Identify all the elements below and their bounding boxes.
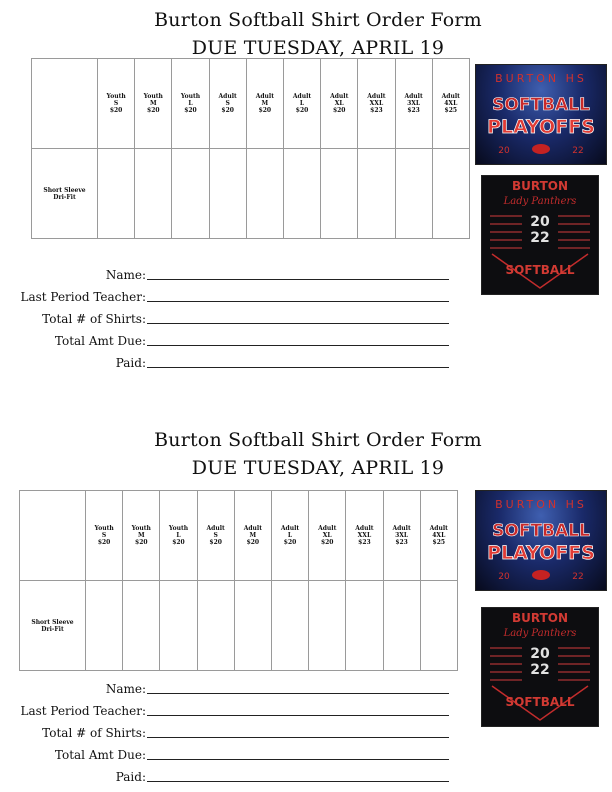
field-label: Total # of Shirts:	[42, 726, 146, 740]
quantity-cell[interactable]	[86, 581, 123, 671]
quantity-cell[interactable]	[234, 581, 271, 671]
size-header: Adult XL $20	[321, 59, 358, 149]
quantity-cell[interactable]	[432, 149, 469, 239]
form-title: Burton Softball Shirt Order Form	[154, 429, 482, 451]
size-header: Adult M $20	[246, 59, 283, 149]
year-right: 22	[572, 146, 584, 156]
roster-shirt-image	[481, 607, 599, 727]
quantity-cell[interactable]	[209, 149, 246, 239]
field-label: Total # of Shirts:	[42, 312, 146, 326]
quantity-cell[interactable]	[160, 581, 197, 671]
size-header: Adult L $20	[283, 59, 320, 149]
corner-cell	[32, 59, 98, 149]
playoffs-text: PLAYOFFS	[487, 116, 595, 138]
size-header: Adult XL $20	[309, 491, 346, 581]
quantity-cell[interactable]	[271, 581, 308, 671]
field-row	[0, 744, 460, 762]
size-header: Youth M $20	[135, 59, 172, 149]
size-header: Adult L $20	[271, 491, 308, 581]
size-header: Youth L $20	[160, 491, 197, 581]
form-title: Burton Softball Shirt Order Form	[154, 9, 482, 31]
softball-text: SOFTBALL	[492, 521, 590, 541]
year-left: 20	[498, 572, 510, 582]
quantity-cell[interactable]	[98, 149, 135, 239]
size-header: Adult XXL $23	[358, 59, 395, 149]
quantity-cell[interactable]	[172, 149, 209, 239]
teacher-line[interactable]	[147, 715, 449, 716]
field-row	[0, 766, 460, 784]
total-amount-line[interactable]	[147, 759, 449, 760]
quantity-cell[interactable]	[383, 581, 420, 671]
size-header: Youth S $20	[86, 491, 123, 581]
quantity-cell[interactable]	[197, 581, 234, 671]
row-label: Short Sleeve Dri-Fit	[20, 581, 86, 671]
lady-panthers-text: Lady Panthers	[503, 628, 577, 639]
corner-cell	[20, 491, 86, 581]
playoffs-shirt-image	[475, 490, 607, 591]
field-row	[0, 330, 460, 348]
field-row	[0, 286, 460, 304]
field-label: Name:	[105, 682, 146, 696]
size-header: Adult 3XL $23	[395, 59, 432, 149]
field-row	[0, 264, 460, 282]
name-line[interactable]	[147, 693, 449, 694]
due-date: DUE TUESDAY, APRIL 19	[191, 457, 445, 479]
quantity-cell[interactable]	[283, 149, 320, 239]
playoffs-shirt-image	[475, 64, 607, 165]
total-amount-line[interactable]	[147, 345, 449, 346]
row-label: Short Sleeve Dri-Fit	[32, 149, 98, 239]
field-row	[0, 722, 460, 740]
field-label: Last Period Teacher:	[20, 704, 146, 718]
panther-icon	[532, 570, 550, 580]
total-shirts-line[interactable]	[147, 737, 449, 738]
field-row	[0, 352, 460, 370]
quantity-cell[interactable]	[135, 149, 172, 239]
size-header: Youth L $20	[172, 59, 209, 149]
quantity-cell[interactable]	[321, 149, 358, 239]
field-label: Paid:	[115, 356, 146, 370]
size-header: Adult 4XL $25	[420, 491, 457, 581]
quantity-cell[interactable]	[246, 149, 283, 239]
size-header: Youth S $20	[98, 59, 135, 149]
size-header: Adult 3XL $23	[383, 491, 420, 581]
due-date: DUE TUESDAY, APRIL 19	[191, 37, 445, 59]
paid-line[interactable]	[147, 781, 449, 782]
size-header: Adult 4XL $25	[432, 59, 469, 149]
roster-shirt-image	[481, 175, 599, 295]
quantity-cell[interactable]	[358, 149, 395, 239]
playoffs-text: PLAYOFFS	[487, 542, 595, 564]
field-label: Paid:	[115, 770, 146, 784]
field-row	[0, 678, 460, 696]
burton-hs-text: BURTON HS	[495, 498, 587, 511]
field-label: Total Amt Due:	[54, 334, 146, 348]
burton-hs-text: BURTON HS	[495, 72, 587, 85]
quantity-cell[interactable]	[420, 581, 457, 671]
quantity-cell[interactable]	[395, 149, 432, 239]
year-top: 20	[530, 214, 550, 230]
size-header: Adult M $20	[234, 491, 271, 581]
paid-line[interactable]	[147, 367, 449, 368]
burton-text: BURTON	[511, 611, 569, 625]
year-bottom: 22	[530, 662, 550, 678]
order-table	[31, 58, 470, 239]
year-right: 22	[572, 572, 584, 582]
lady-panthers-text: Lady Panthers	[503, 196, 577, 207]
softball-text: SOFTBALL	[505, 263, 575, 277]
size-header: Adult S $20	[209, 59, 246, 149]
size-header: Adult S $20	[197, 491, 234, 581]
order-table	[19, 490, 458, 671]
field-label: Name:	[105, 268, 146, 282]
softball-text: SOFTBALL	[505, 695, 575, 709]
quantity-cell[interactable]	[309, 581, 346, 671]
year-left: 20	[498, 146, 510, 156]
size-header: Youth M $20	[123, 491, 160, 581]
quantity-cell[interactable]	[123, 581, 160, 671]
softball-text: SOFTBALL	[492, 95, 590, 115]
teacher-line[interactable]	[147, 301, 449, 302]
field-row	[0, 700, 460, 718]
field-label: Last Period Teacher:	[20, 290, 146, 304]
year-bottom: 22	[530, 230, 550, 246]
burton-text: BURTON	[511, 179, 569, 193]
panther-icon	[532, 144, 550, 154]
field-row	[0, 308, 460, 326]
quantity-cell[interactable]	[346, 581, 383, 671]
year-top: 20	[530, 646, 550, 662]
total-shirts-line[interactable]	[147, 323, 449, 324]
field-label: Total Amt Due:	[54, 748, 146, 762]
name-line[interactable]	[147, 279, 449, 280]
size-header: Adult XXL $23	[346, 491, 383, 581]
